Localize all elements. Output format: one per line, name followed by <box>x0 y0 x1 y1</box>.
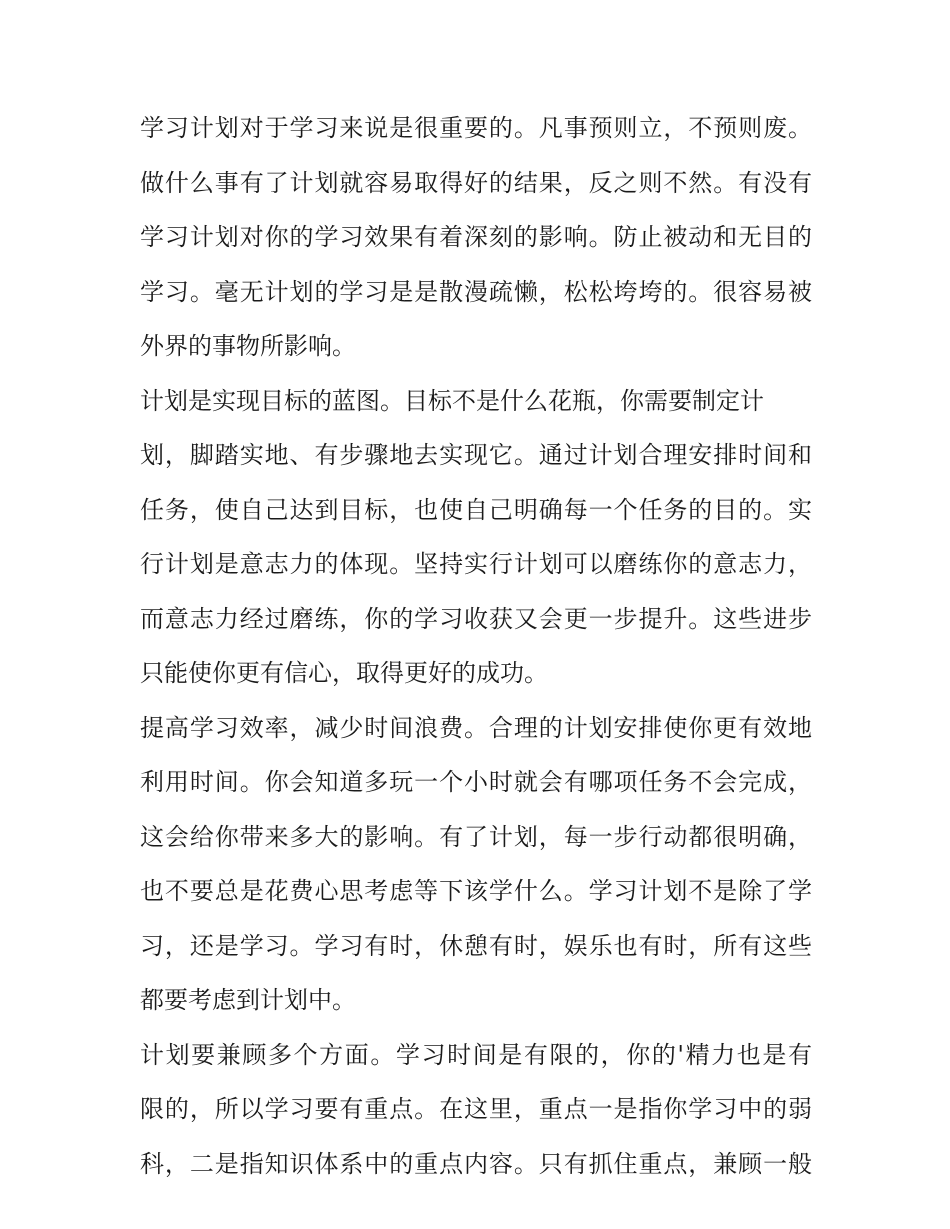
text-line: 行计划是意志力的体现。坚持实行计划可以磨练你的意志力， <box>140 550 812 578</box>
text-line: 都要考虑到计划中。 <box>140 986 356 1014</box>
text-line: 划，脚踏实地、有步骤地去实现它。通过计划合理安排时间和 <box>140 441 812 469</box>
text-line: 外界的事物所影响。 <box>140 332 356 360</box>
text-line: 任务，使自己达到目标，也使自己明确每一个任务的目的。实 <box>140 495 812 524</box>
text-line: 只能使你更有信心，取得更好的成功。 <box>140 659 548 687</box>
text-line: 计划是实现目标的蓝图。目标不是什么花瓶，你需要制定计 <box>140 386 764 415</box>
text-line: 计划要兼顾多个方面。学习时间是有限的，你的'精力也是有 <box>140 1040 812 1069</box>
text-line: 限的，所以学习要有重点。在这里，重点一是指你学习中的弱 <box>140 1095 812 1123</box>
paragraph-3 <box>140 701 812 1028</box>
text-line: 科，二是指知识体系中的重点内容。只有抓住重点，兼顾一般 <box>140 1149 812 1178</box>
paragraph-1 <box>140 101 812 374</box>
text-line: 提高学习效率，减少时间浪费。合理的计划安排使你更有效地 <box>140 713 812 742</box>
paragraph-2 <box>140 374 812 701</box>
text-line: 而意志力经过磨练，你的学习收获又会更一步提升。这些进步 <box>140 604 812 633</box>
text-line: 也不要总是花费心思考虑等下该学什么。学习计划不是除了学 <box>140 877 812 905</box>
text-line: 利用时间。你会知道多玩一个小时就会有哪项任务不会完成， <box>140 768 812 796</box>
document-body <box>140 101 812 1191</box>
text-line: 学习计划对你的学习效果有着深刻的影响。防止被动和无目的 <box>140 223 812 251</box>
paragraph-4 <box>140 1028 812 1192</box>
text-line: 这会给你带来多大的影响。有了计划，每一步行动都很明确， <box>140 822 812 851</box>
text-line: 学习计划对于学习来说是很重要的。凡事预则立，不预则废。 <box>140 114 812 142</box>
text-line: 做什么事有了计划就容易取得好的结果，反之则不然。有没有 <box>140 168 812 197</box>
text-line: 习，还是学习。学习有时，休憩有时，娱乐也有时，所有这些 <box>140 931 812 960</box>
text-line: 学习。毫无计划的学习是是散漫疏懒，松松垮垮的。很容易被 <box>140 277 812 306</box>
